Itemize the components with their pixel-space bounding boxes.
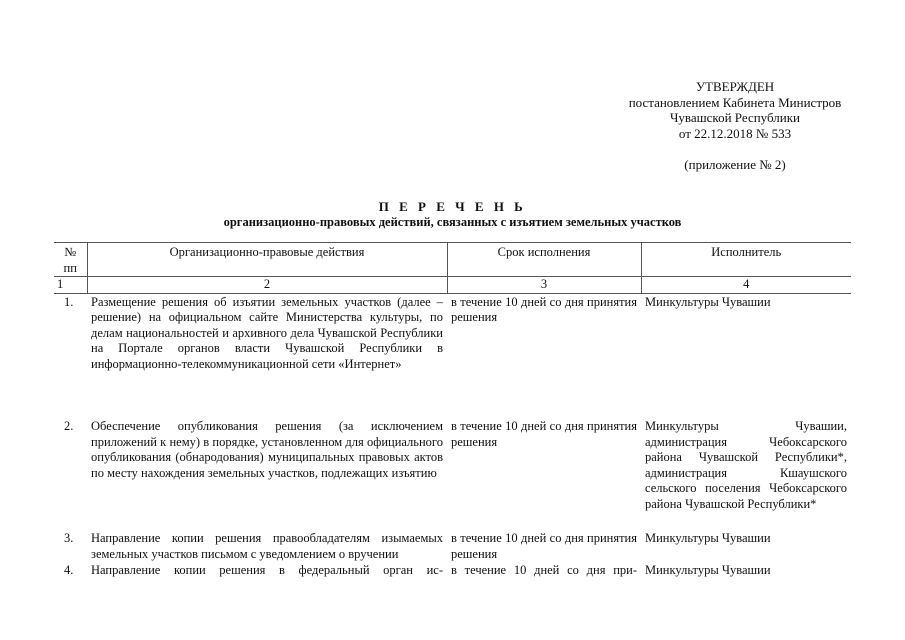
column-number-4: 4 bbox=[641, 277, 851, 294]
header-actions: Организационно-правовые действия bbox=[87, 243, 447, 277]
column-number-row bbox=[54, 277, 851, 294]
document-title: П Е Р Е Ч Е Н Ь bbox=[378, 199, 527, 214]
table-row bbox=[54, 562, 851, 579]
column-number-3: 3 bbox=[447, 277, 641, 294]
row-deadline: в течение 10 дней со дня при- bbox=[451, 563, 637, 577]
header-executor: Исполнитель bbox=[641, 243, 851, 277]
row-action: Обеспечение опубликования решения (за исключением приложений к нему) в порядке, установленном для официального опубликования (обнародования) муниципальных правовых актов по месту нахождения земельных участков, подлежащих изъятию bbox=[91, 419, 443, 480]
row-action: Направление копии решения в федеральный орган ис- bbox=[91, 563, 443, 577]
row-deadline: в течение 10 дней со дня принятия решения bbox=[451, 419, 637, 449]
table-row bbox=[54, 418, 851, 512]
document-subtitle: организационно-правовых действий, связанных с изъятием земельных участков bbox=[223, 215, 682, 229]
approval-line-resolution: постановлением Кабинета Министров bbox=[628, 94, 842, 110]
column-number-2: 2 bbox=[87, 277, 447, 294]
row-number: 2. bbox=[64, 419, 74, 433]
row-executor: Минкультуры Чувашии bbox=[645, 563, 771, 577]
table-header-row bbox=[54, 243, 851, 277]
column-number-1: 1 bbox=[54, 277, 87, 294]
row-number: 3. bbox=[64, 531, 74, 545]
row-spacer bbox=[54, 512, 851, 530]
actions-table bbox=[54, 242, 851, 579]
table-row bbox=[54, 293, 851, 372]
row-executor: Минкультуры Чувашии, администрация Чебоксарского района Чувашской Республики*, администрация Кшаушского сельского поселения Чебоксарского района Чувашской Республики* bbox=[645, 419, 847, 511]
header-deadline: Срок исполнения bbox=[447, 243, 641, 277]
approval-line-date: от 22.12.2018 № 533 bbox=[678, 125, 792, 141]
row-action: Размещение решения об изъятии земельных участков (далее – решение) на официальном сайте Министерства культуры, по делам национальностей и архивного дела Чувашской Республики на Портале органов власти Чувашской Республики в информационно-телекоммуникационной сети «Интернет» bbox=[91, 294, 443, 371]
approval-line-republic: Чувашской Республики bbox=[669, 110, 801, 125]
row-action: Направление копии решения правообладателям изымаемых земельных участков письмом с уведомлением о вручении bbox=[91, 531, 443, 561]
row-deadline: в течение 10 дней со дня принятия решения bbox=[451, 531, 637, 561]
row-number: 4. bbox=[64, 563, 74, 577]
row-number: 1. bbox=[64, 294, 74, 309]
row-executor: Минкультуры Чувашии bbox=[645, 531, 771, 545]
header-number: № пп bbox=[54, 243, 87, 277]
appendix-label: (приложение № 2) bbox=[684, 157, 786, 172]
row-spacer bbox=[54, 372, 851, 418]
row-deadline: в течение 10 дней со дня принятия решения bbox=[451, 294, 637, 324]
table-row bbox=[54, 530, 851, 562]
approval-heading: УТВЕРЖДЕН bbox=[695, 79, 775, 94]
row-executor: Минкультуры Чувашии bbox=[645, 294, 771, 309]
approval-block bbox=[610, 79, 860, 141]
